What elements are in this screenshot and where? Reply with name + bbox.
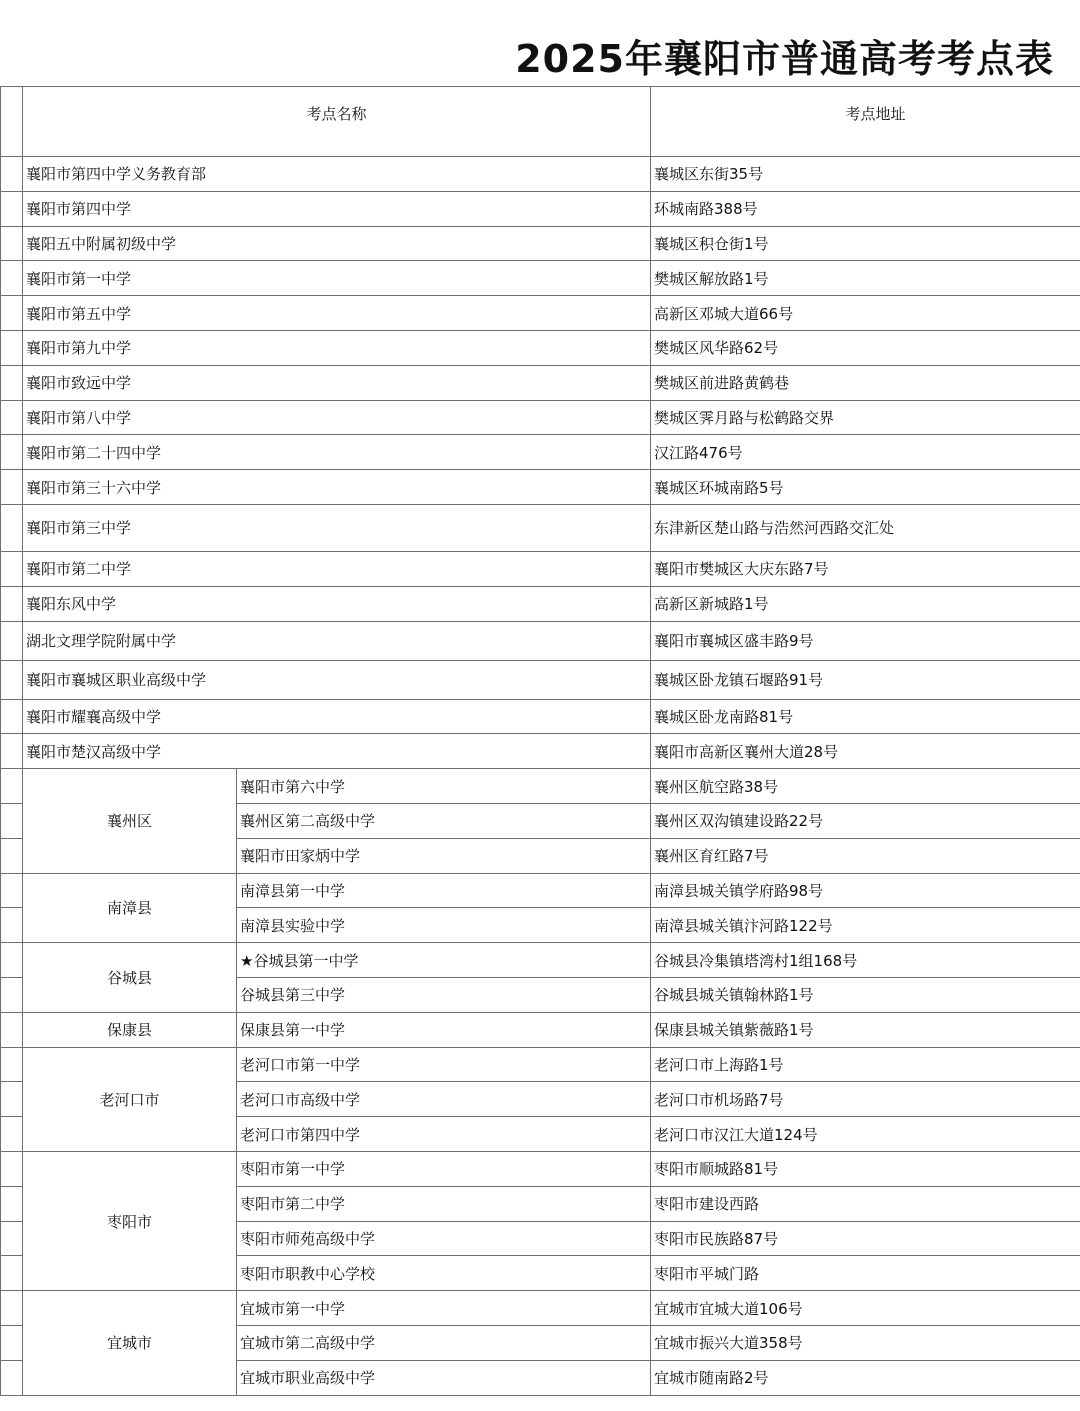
index-cell <box>1 435 23 470</box>
site-address-cell: 老河口市机场路7号 <box>651 1082 1080 1117</box>
site-address-cell: 樊城区霁月路与松鹤路交界 <box>651 400 1080 435</box>
site-address-cell: 高新区邓城大道66号 <box>651 296 1080 331</box>
site-address-cell: 东津新区楚山路与浩然河西路交汇处 <box>651 504 1080 551</box>
index-cell <box>1 873 23 908</box>
index-cell <box>1 1082 23 1117</box>
site-name-cell: 枣阳市师苑高级中学 <box>237 1221 651 1256</box>
index-cell <box>1 699 23 734</box>
site-name-cell: 襄阳市第二十四中学 <box>23 435 651 470</box>
site-address-cell: 高新区新城路1号 <box>651 586 1080 621</box>
index-cell <box>1 504 23 551</box>
table-row <box>1 1151 1080 1186</box>
site-name-cell: 南漳县第一中学 <box>237 873 651 908</box>
site-address-cell: 襄城区东街35号 <box>651 157 1080 192</box>
site-address-cell: 襄城区卧龙镇石堰路91号 <box>651 660 1080 699</box>
site-name-cell: 宜城市第二高级中学 <box>237 1325 651 1360</box>
index-cell <box>1 296 23 331</box>
site-name-cell: 湖北文理学院附属中学 <box>23 621 651 660</box>
index-cell <box>1 621 23 660</box>
table-row <box>1 365 1080 400</box>
site-address-cell: 环城南路388号 <box>651 191 1080 226</box>
site-name-cell: 襄阳市田家炳中学 <box>237 838 651 873</box>
index-cell <box>1 803 23 838</box>
site-address-cell: 宜城市随南路2号 <box>651 1360 1080 1395</box>
district-cell: 襄州区 <box>23 769 237 873</box>
index-cell <box>1 226 23 261</box>
site-name-cell: 襄阳市致远中学 <box>23 365 651 400</box>
district-cell: 谷城县 <box>23 943 237 1013</box>
site-address-cell: 枣阳市民族路87号 <box>651 1221 1080 1256</box>
site-address-cell: 老河口市上海路1号 <box>651 1047 1080 1082</box>
site-address-cell: 谷城县冷集镇塔湾村1组168号 <box>651 943 1080 978</box>
index-cell <box>1 838 23 873</box>
site-address-cell: 南漳县城关镇汴河路122号 <box>651 908 1080 943</box>
site-address-cell: 襄城区环城南路5号 <box>651 470 1080 505</box>
site-name-cell: 襄阳市襄城区职业高级中学 <box>23 660 651 699</box>
table-row <box>1 435 1080 470</box>
site-name-cell: 保康县第一中学 <box>237 1012 651 1047</box>
table-row <box>1 699 1080 734</box>
index-cell <box>1 157 23 192</box>
site-address-cell: 枣阳市平城门路 <box>651 1256 1080 1291</box>
site-address-cell: 枣阳市顺城路81号 <box>651 1151 1080 1186</box>
table-row <box>1 660 1080 699</box>
site-name-cell: 老河口市第一中学 <box>237 1047 651 1082</box>
site-name-cell: 枣阳市第二中学 <box>237 1186 651 1221</box>
site-name-cell: 襄阳五中附属初级中学 <box>23 226 651 261</box>
table-row <box>1 551 1080 586</box>
site-address-cell: 襄州区育红路7号 <box>651 838 1080 873</box>
index-cell <box>1 1117 23 1152</box>
district-cell: 南漳县 <box>23 873 237 943</box>
table-row <box>1 873 1080 908</box>
site-name-cell: 襄阳市第五中学 <box>23 296 651 331</box>
index-cell <box>1 769 23 804</box>
site-address-cell: 南漳县城关镇学府路98号 <box>651 873 1080 908</box>
exam-site-table <box>0 86 1080 1396</box>
index-cell <box>1 1360 23 1395</box>
table-row <box>1 330 1080 365</box>
site-name-cell: 襄阳东风中学 <box>23 586 651 621</box>
table-row <box>1 943 1080 978</box>
site-name-cell: 枣阳市第一中学 <box>237 1151 651 1186</box>
district-cell: 枣阳市 <box>23 1151 237 1290</box>
site-name-cell: 襄阳市第一中学 <box>23 261 651 296</box>
site-address-cell: 宜城市宜城大道106号 <box>651 1291 1080 1326</box>
index-cell <box>1 365 23 400</box>
table-row <box>1 769 1080 804</box>
table-row <box>1 1047 1080 1082</box>
site-name-cell: 襄阳市楚汉高级中学 <box>23 734 651 769</box>
table-row <box>1 226 1080 261</box>
site-name-cell: 襄阳市第三中学 <box>23 504 651 551</box>
site-address-cell: 樊城区前进路黄鹤巷 <box>651 365 1080 400</box>
index-cell <box>1 1291 23 1326</box>
index-cell <box>1 330 23 365</box>
address-header: 考点地址 <box>651 87 1080 157</box>
district-cell: 老河口市 <box>23 1047 237 1151</box>
index-cell <box>1 660 23 699</box>
site-name-cell: 宜城市第一中学 <box>237 1291 651 1326</box>
table-row <box>1 296 1080 331</box>
name-header: 考点名称 <box>23 87 651 157</box>
index-cell <box>1 551 23 586</box>
site-name-cell: 襄阳市第八中学 <box>23 400 651 435</box>
site-address-cell: 老河口市汉江大道124号 <box>651 1117 1080 1152</box>
site-address-cell: 襄州区航空路38号 <box>651 769 1080 804</box>
site-name-cell: 襄阳市第六中学 <box>237 769 651 804</box>
table-row <box>1 191 1080 226</box>
index-cell <box>1 1186 23 1221</box>
index-cell <box>1 1256 23 1291</box>
site-name-cell: 襄州区第二高级中学 <box>237 803 651 838</box>
table-row <box>1 470 1080 505</box>
index-cell <box>1 734 23 769</box>
site-name-cell: 襄阳市第四中学义务教育部 <box>23 157 651 192</box>
table-row <box>1 1012 1080 1047</box>
site-name-cell: 南漳县实验中学 <box>237 908 651 943</box>
site-name-cell: 老河口市第四中学 <box>237 1117 651 1152</box>
site-address-cell: 樊城区风华路62号 <box>651 330 1080 365</box>
site-name-cell: 襄阳市耀襄高级中学 <box>23 699 651 734</box>
index-cell <box>1 1151 23 1186</box>
index-cell <box>1 1221 23 1256</box>
site-address-cell: 谷城县城关镇翰林路1号 <box>651 977 1080 1012</box>
site-name-cell: 襄阳市第三十六中学 <box>23 470 651 505</box>
index-cell <box>1 977 23 1012</box>
site-address-cell: 宜城市振兴大道358号 <box>651 1325 1080 1360</box>
index-cell <box>1 261 23 296</box>
site-address-cell: 汉江路476号 <box>651 435 1080 470</box>
index-cell <box>1 1325 23 1360</box>
index-cell <box>1 400 23 435</box>
table-header-row <box>1 87 1080 157</box>
site-name-cell: 宜城市职业高级中学 <box>237 1360 651 1395</box>
table-row <box>1 586 1080 621</box>
site-name-cell: 谷城县第三中学 <box>237 977 651 1012</box>
site-address-cell: 襄阳市樊城区大庆东路7号 <box>651 551 1080 586</box>
table-row <box>1 621 1080 660</box>
site-name-cell: ★谷城县第一中学 <box>237 943 651 978</box>
site-name-cell: 枣阳市职教中心学校 <box>237 1256 651 1291</box>
table-row <box>1 734 1080 769</box>
table-row <box>1 400 1080 435</box>
site-name-cell: 襄阳市第九中学 <box>23 330 651 365</box>
site-address-cell: 襄阳市襄城区盛丰路9号 <box>651 621 1080 660</box>
page-title: 2025年襄阳市普通高考考点表 <box>515 37 1054 81</box>
site-name-cell: 襄阳市第四中学 <box>23 191 651 226</box>
site-name-cell: 襄阳市第二中学 <box>23 551 651 586</box>
index-cell <box>1 586 23 621</box>
table-row <box>1 261 1080 296</box>
site-address-cell: 樊城区解放路1号 <box>651 261 1080 296</box>
index-cell <box>1 943 23 978</box>
site-address-cell: 襄城区积仓街1号 <box>651 226 1080 261</box>
district-cell: 保康县 <box>23 1012 237 1047</box>
site-address-cell: 襄阳市高新区襄州大道28号 <box>651 734 1080 769</box>
table-row <box>1 504 1080 551</box>
index-cell <box>1 1047 23 1082</box>
table-row <box>1 157 1080 192</box>
site-address-cell: 襄城区卧龙南路81号 <box>651 699 1080 734</box>
table-row <box>1 1291 1080 1326</box>
site-address-cell: 保康县城关镇紫薇路1号 <box>651 1012 1080 1047</box>
site-address-cell: 枣阳市建设西路 <box>651 1186 1080 1221</box>
index-cell <box>1 470 23 505</box>
index-cell <box>1 908 23 943</box>
index-cell <box>1 1012 23 1047</box>
site-name-cell: 老河口市高级中学 <box>237 1082 651 1117</box>
district-cell: 宜城市 <box>23 1291 237 1395</box>
table-body <box>1 157 1080 1396</box>
index-cell <box>1 191 23 226</box>
index-header-cell <box>1 87 23 157</box>
site-address-cell: 襄州区双沟镇建设路22号 <box>651 803 1080 838</box>
